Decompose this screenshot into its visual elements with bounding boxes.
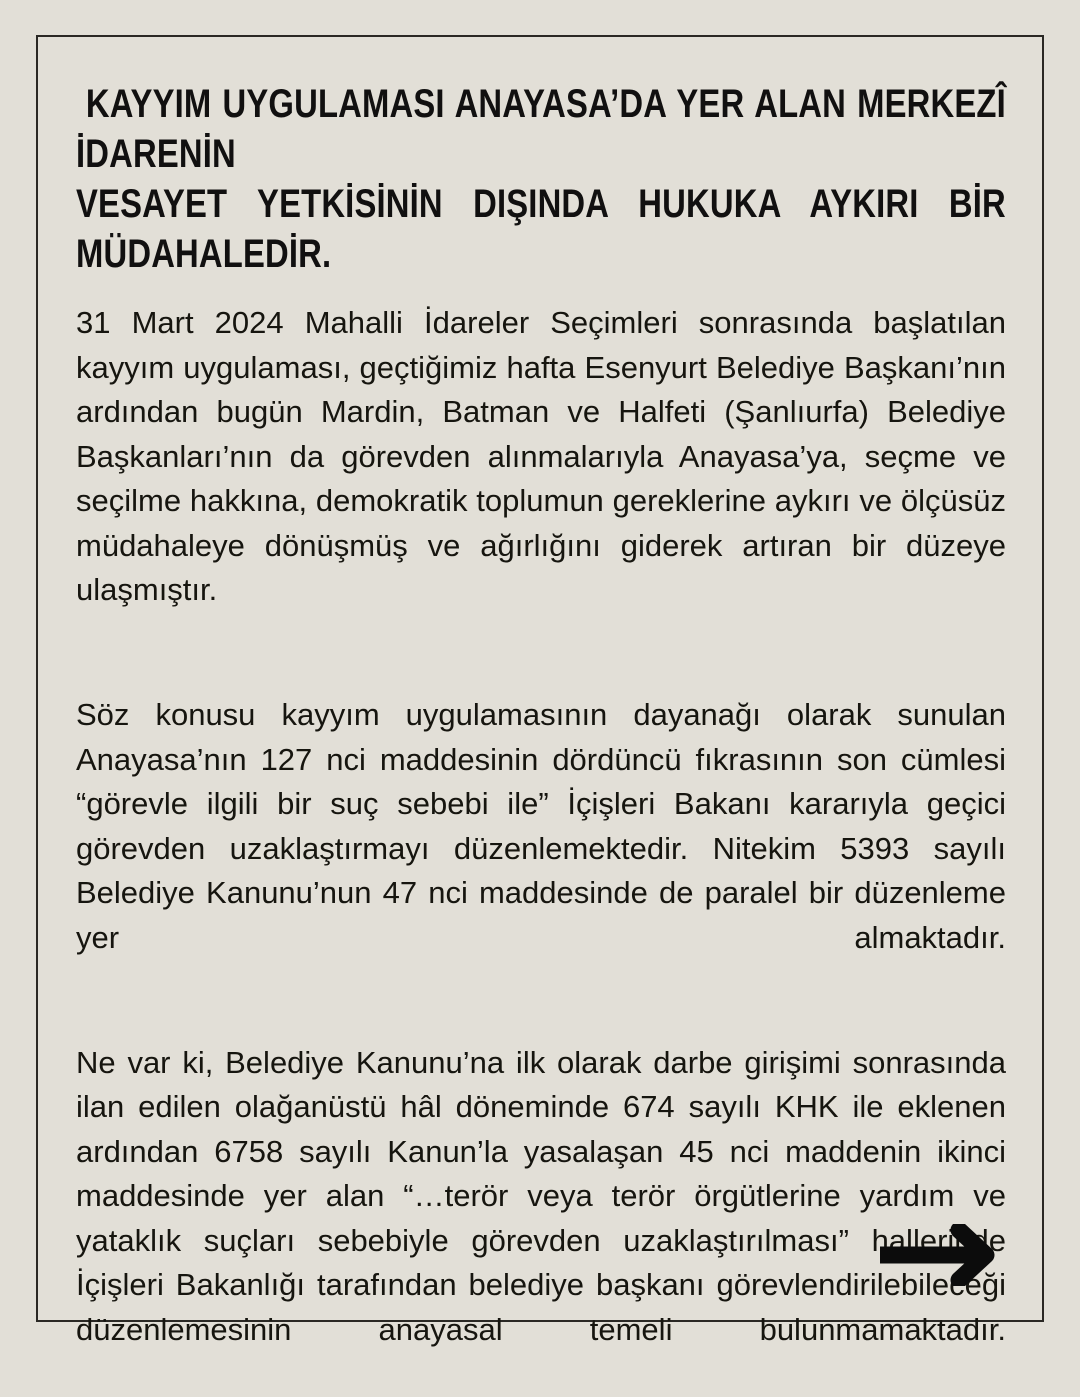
next-slide-button[interactable] xyxy=(874,1224,1006,1286)
body-text xyxy=(76,279,1006,1397)
page-title-line-2-text: VESAYET YETKİSİNİN DIŞINDA HUKUKA AYKIRI BİR MÜDAHALEDİR xyxy=(76,182,1006,276)
page-title-line-2 xyxy=(76,179,1006,279)
paragraph-3: Ne var ki, Belediye Kanunu’na ilk olarak darbe girişimi sonrasında ilan edilen olağanüstü hâl döneminde 674 sayılı KHK ile eklenen ardından 6758 sayılı Kanun’la yasalaşan 45 nci maddenin ikinci maddesinde yer alan “…terör veya terör örgütlerine yardım ve yataklık suçları sebebiyle görevden uzaklaştırılması” hallerinde İçişleri Bakanlığı tarafından belediye başkanı görevlendirilebileceği düzenlemesinin anayasal temeli bulunmamaktadır. xyxy=(76,1044,1006,1347)
page-title xyxy=(76,37,1006,279)
page-title-period: . xyxy=(321,232,332,276)
arrow-right-icon xyxy=(874,1224,1006,1286)
paragraph-1: 31 Mart 2024 Mahalli İdareler Seçimleri sonrasında başlatılan kayyım uygulaması, geçtiğimiz hafta Esenyurt Belediye Başkanı’nın ardından bugün Mardin, Batman ve Halfeti (Şanlıurfa) Belediye Başkanları’nın da görevden alınmalarıyla Anayasa’ya, seçme ve seçilme hakkına, demokratik toplumun gereklerine aykırı ve ölçüsüz müdahaleye dönüşmüş ve ağırlığını giderek artıran bir düzeye ulaşmıştır. xyxy=(76,305,1006,607)
paragraph-2: Söz konusu kayyım uygulamasının dayanağı olarak sunulan Anayasa’nın 127 nci maddesinin dördüncü fıkrasının son cümlesi “görevle ilgili bir suç sebebi ile” İçişleri Bakanı kararıyla geçici görevden uzaklaştırmayı düzenlemektedir. Nitekim 5393 sayılı Belediye Kanunu’nun 47 nci maddesinde de paralel bir düzenleme yer almaktadır. xyxy=(76,697,1006,955)
content-card xyxy=(36,35,1044,1347)
card-inner xyxy=(76,37,1006,1347)
page-title-line-1: KAYYIM UYGULAMASI ANAYASA’DA YER ALAN MERKEZÎ İDARENİN xyxy=(76,82,1006,176)
